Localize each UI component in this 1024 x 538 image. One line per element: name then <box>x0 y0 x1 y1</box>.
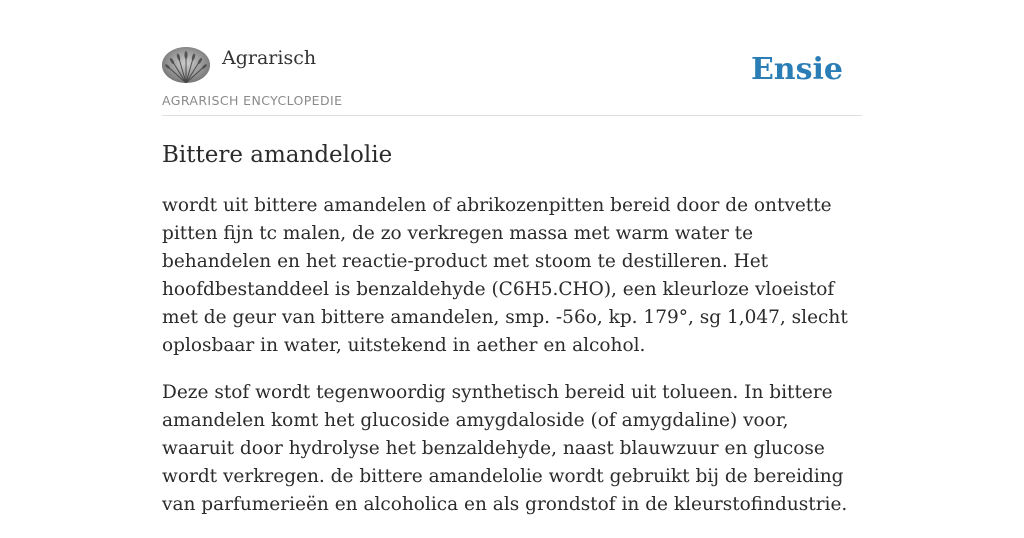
source-header <box>162 0 862 116</box>
article-body <box>162 192 862 538</box>
source-name[interactable]: Agrarisch <box>222 47 317 69</box>
ensie-logo[interactable]: Ensie <box>750 52 843 87</box>
article-paragraph: Deze stof wordt tegenwoordig synthetisch bereid uit tolueen. In bittere amandelen komt het glucoside amygdaloside (of amygdaline) voor, waaruit door hydrolyse het benzaldehyde, naast blauwzuur en glucose wordt verkregen. de bittere amandelolie wordt gebruikt bij de bereiding van parfumerieën en alcoholica en als grondstof in de kleurstofindustrie. <box>162 382 848 515</box>
source-avatar[interactable] <box>162 47 210 83</box>
article-paragraph: wordt uit bittere amandelen of abrikozenpitten bereid door de ontvette pitten fijn tc malen, de zo verkregen massa met warm water te behandelen en het reactie-product met stoom te destilleren. Het hoofdbestanddeel is benzaldehyde (C6H5.CHO), een kleurloze vloeistof met de geur van bittere amandelen, smp. -56o, kp. 179°, sg 1,047, slecht oplosbaar in water, uitstekend in aether en alcohol. <box>162 195 848 356</box>
article-page <box>162 0 862 515</box>
source-subtitle: AGRARISCH ENCYCLOPEDIE <box>162 93 343 108</box>
wheat-sheaf-icon <box>162 47 210 83</box>
article-title: Bittere amandelolie <box>162 142 393 168</box>
